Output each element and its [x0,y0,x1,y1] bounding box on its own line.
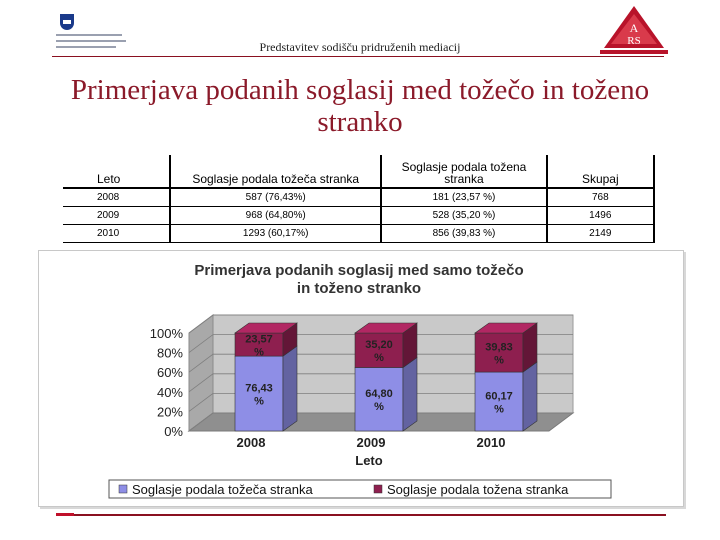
table-row [63,188,654,207]
cell-defendant: 181 (23,57 %) [381,188,546,207]
bar-side [523,362,537,431]
chart-legend [109,480,611,498]
data-label: % [254,395,264,408]
col-header-defendant: Soglasje podala tožena stranka [381,155,546,188]
y-tick-label: 20% [156,404,183,420]
data-label: % [494,354,504,367]
cell-defendant: 856 (39,83 %) [381,225,546,243]
data-label: 39,83 [485,341,513,354]
data-table [63,155,655,243]
data-label: 64,80 [365,388,393,401]
footer-divider [56,514,666,516]
x-tick-label: 2010 [476,435,506,450]
x-tick-label: 2008 [236,435,266,450]
data-label: 23,57 [245,333,273,346]
cell-total: 2149 [547,225,654,243]
table-header-row [63,155,654,188]
table-row [63,225,654,243]
legend-swatch [119,485,127,493]
chart-title-line: in toženo stranko [296,280,422,297]
legend-swatch [374,485,382,493]
col-header-plaintiff: Soglasje podala tožeča stranka [170,155,381,188]
coat-of-arms-icon [60,14,74,30]
bar-side [403,357,417,431]
chart-title [194,262,523,297]
y-tick-label: 100% [149,326,183,341]
cell-year: 2009 [63,207,170,225]
data-label: 76,43 [245,382,273,395]
data-label: % [374,401,384,414]
data-label: % [254,346,264,359]
y-tick-label: 80% [156,345,183,361]
cell-plaintiff: 1293 (60,17%) [170,225,381,243]
x-axis-label: Leto [355,453,383,468]
cell-year: 2008 [63,188,170,207]
data-label: 35,20 [365,339,393,352]
data-label: % [494,403,504,416]
chart-title-line: Primerjava podanih soglasij med samo tožečo [194,262,524,279]
cell-plaintiff: 968 (64,80%) [170,207,381,225]
data-label: 60,17 [485,390,513,403]
y-tick-label: 60% [156,365,183,381]
chart-plot-area [150,315,573,468]
header-divider [52,56,664,57]
stacked-bar-chart [39,251,683,506]
slide-title: Primerjava podanih soglasij med tožečo in toženo stranko [70,74,650,138]
cell-total: 768 [547,188,654,207]
table-row [63,207,654,225]
legend-label: Soglasje podala tožeča stranka [132,482,313,497]
logo-letters-rs: RS [627,35,641,47]
agency-logo [598,4,670,56]
chart-side-wall [189,315,213,431]
legend-label: Soglasje podala tožena stranka [387,482,569,497]
cell-total: 1496 [547,207,654,225]
col-header-year: Leto [63,155,170,188]
header-title: Predstavitev sodišču pridruženih mediacij [259,40,461,54]
cell-year: 2010 [63,225,170,243]
footer-accent [56,513,74,516]
cell-plaintiff: 587 (76,43%) [170,188,381,207]
chart-container [38,250,684,507]
cell-defendant: 528 (35,20 %) [381,207,546,225]
y-tick-label: 40% [156,384,183,400]
logo-letter-a: A [629,21,639,35]
col-header-total: Skupaj [547,155,654,188]
x-tick-label: 2009 [356,435,386,450]
y-tick-label: 0% [164,424,183,439]
data-label: % [374,352,384,365]
bar-side [283,346,297,431]
